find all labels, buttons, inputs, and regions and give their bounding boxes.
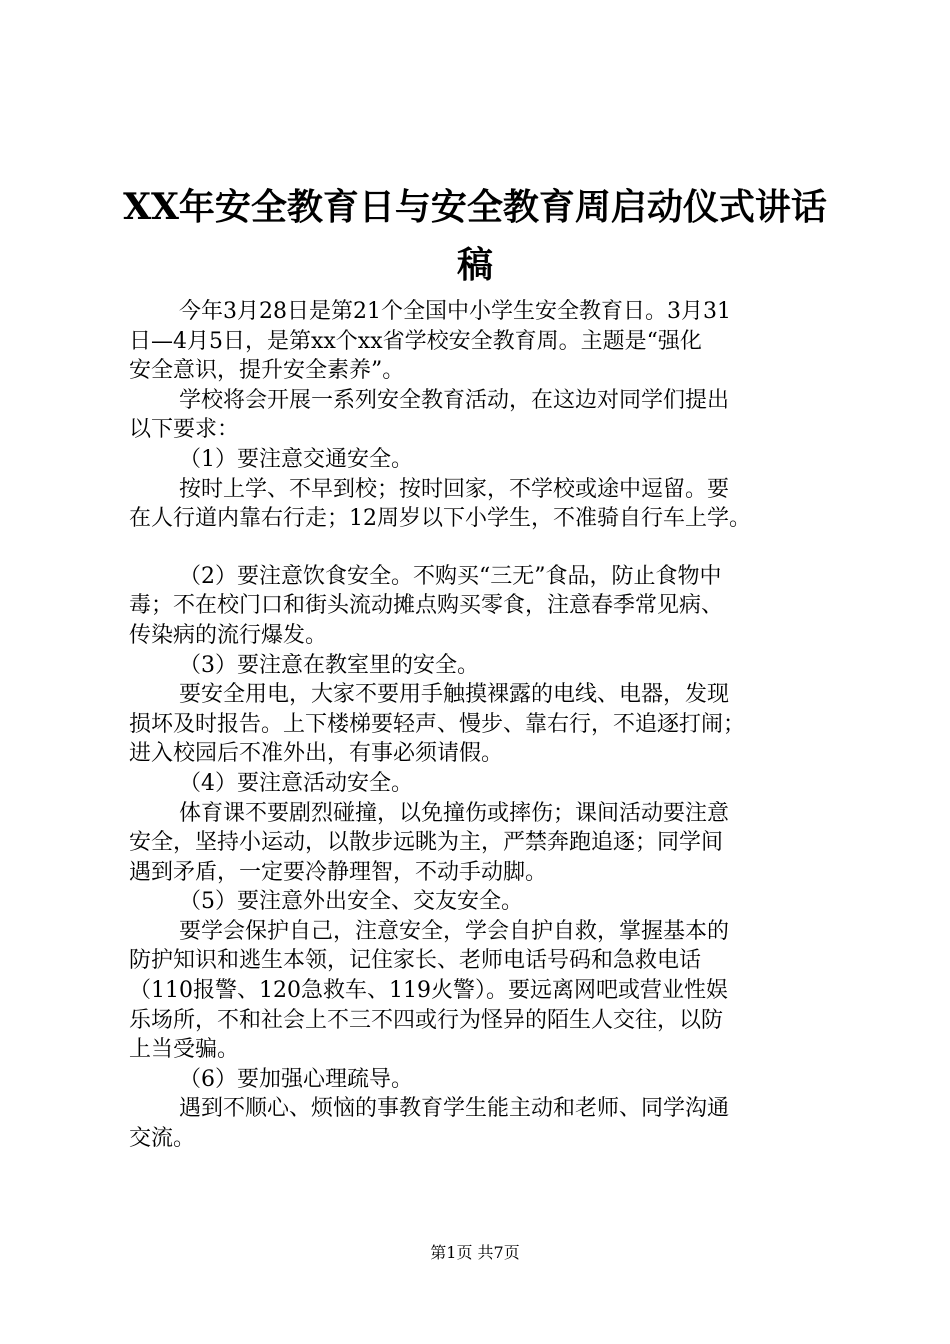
text-line: 要学会保护自己，注意安全，学会自护自救，掌握基本的 [179,918,730,944]
page-footer: 第1页 共7页 [430,1243,520,1262]
text-line: 以下要求： [129,417,240,443]
section-heading: （1）要注意交通安全。 [179,446,413,472]
text-line: 上当受骗。 [129,1037,240,1063]
section-heading: （6）要加强心理疏导。 [179,1066,413,1092]
text-line: 日—4月5日，是第xx个xx省学校安全教育周。主题是“强化 [129,328,702,354]
section-heading: （4）要注意活动安全。 [179,770,413,796]
text-line: 遇到矛盾，一定要冷静理智，不动手动脚。 [129,859,548,885]
text-line: 乐场所，不和社会上不三不四或行为怪异的陌生人交往，以防 [129,1007,724,1033]
text-line: 体育课不要剧烈碰撞，以免撞伤或摔伤；课间活动要注意 [179,800,730,826]
text-line: 按时上学、不早到校；按时回家，不学校或途中逗留。要 [179,476,730,502]
text-line: 交流。 [129,1126,196,1152]
text-line: 要安全用电，大家不要用手触摸裸露的电线、电器，发现 [179,682,730,708]
document-title [120,178,830,294]
text-line: 学校将会开展一系列安全教育活动，在这边对同学们提出 [179,387,730,413]
text-line: 在人行道内靠右行走；12周岁以下小学生，不准骑自行车上学。 [129,506,751,532]
text-line: 遇到不顺心、烦恼的事教育学生能主动和老师、同学沟通 [179,1096,730,1122]
text-line: 安全意识，提升安全素养”。 [129,358,405,384]
text-line: 安全，坚持小运动，以散步远眺为主，严禁奔跑追逐；同学间 [129,830,724,856]
text-line: 今年3月28日是第21个全国中小学生安全教育日。3月31 [179,299,731,324]
text-line: 损坏及时报告。上下楼梯要轻声、慢步、靠右行，不追逐打闹； [129,711,746,737]
text-line: 防护知识和逃生本领，记住家长、老师电话号码和急救电话 [129,948,702,974]
text-line: 传染病的流行爆发。 [129,622,328,648]
section-heading: （3）要注意在教室里的安全。 [179,652,479,678]
text-line: （110报警、120急救车、119火警）。要远离网吧或营业性娱 [129,978,728,1004]
section-heading: （5）要注意外出安全、交友安全。 [179,889,523,915]
title-line-2: 稿 [456,244,493,286]
title-line-1: XX年安全教育日与安全教育周启动仪式讲话 [123,186,827,228]
document-body [129,297,829,1154]
paragraph-gap [129,534,829,562]
text-line: 进入校园后不准外出，有事必须请假。 [129,741,504,767]
text-line: 毒；不在校门口和街头流动摊点购买零食，注意春季常见病、 [129,593,724,619]
section-heading: （2）要注意饮食安全。不购买“三无”食品，防止食物中 [179,563,722,589]
